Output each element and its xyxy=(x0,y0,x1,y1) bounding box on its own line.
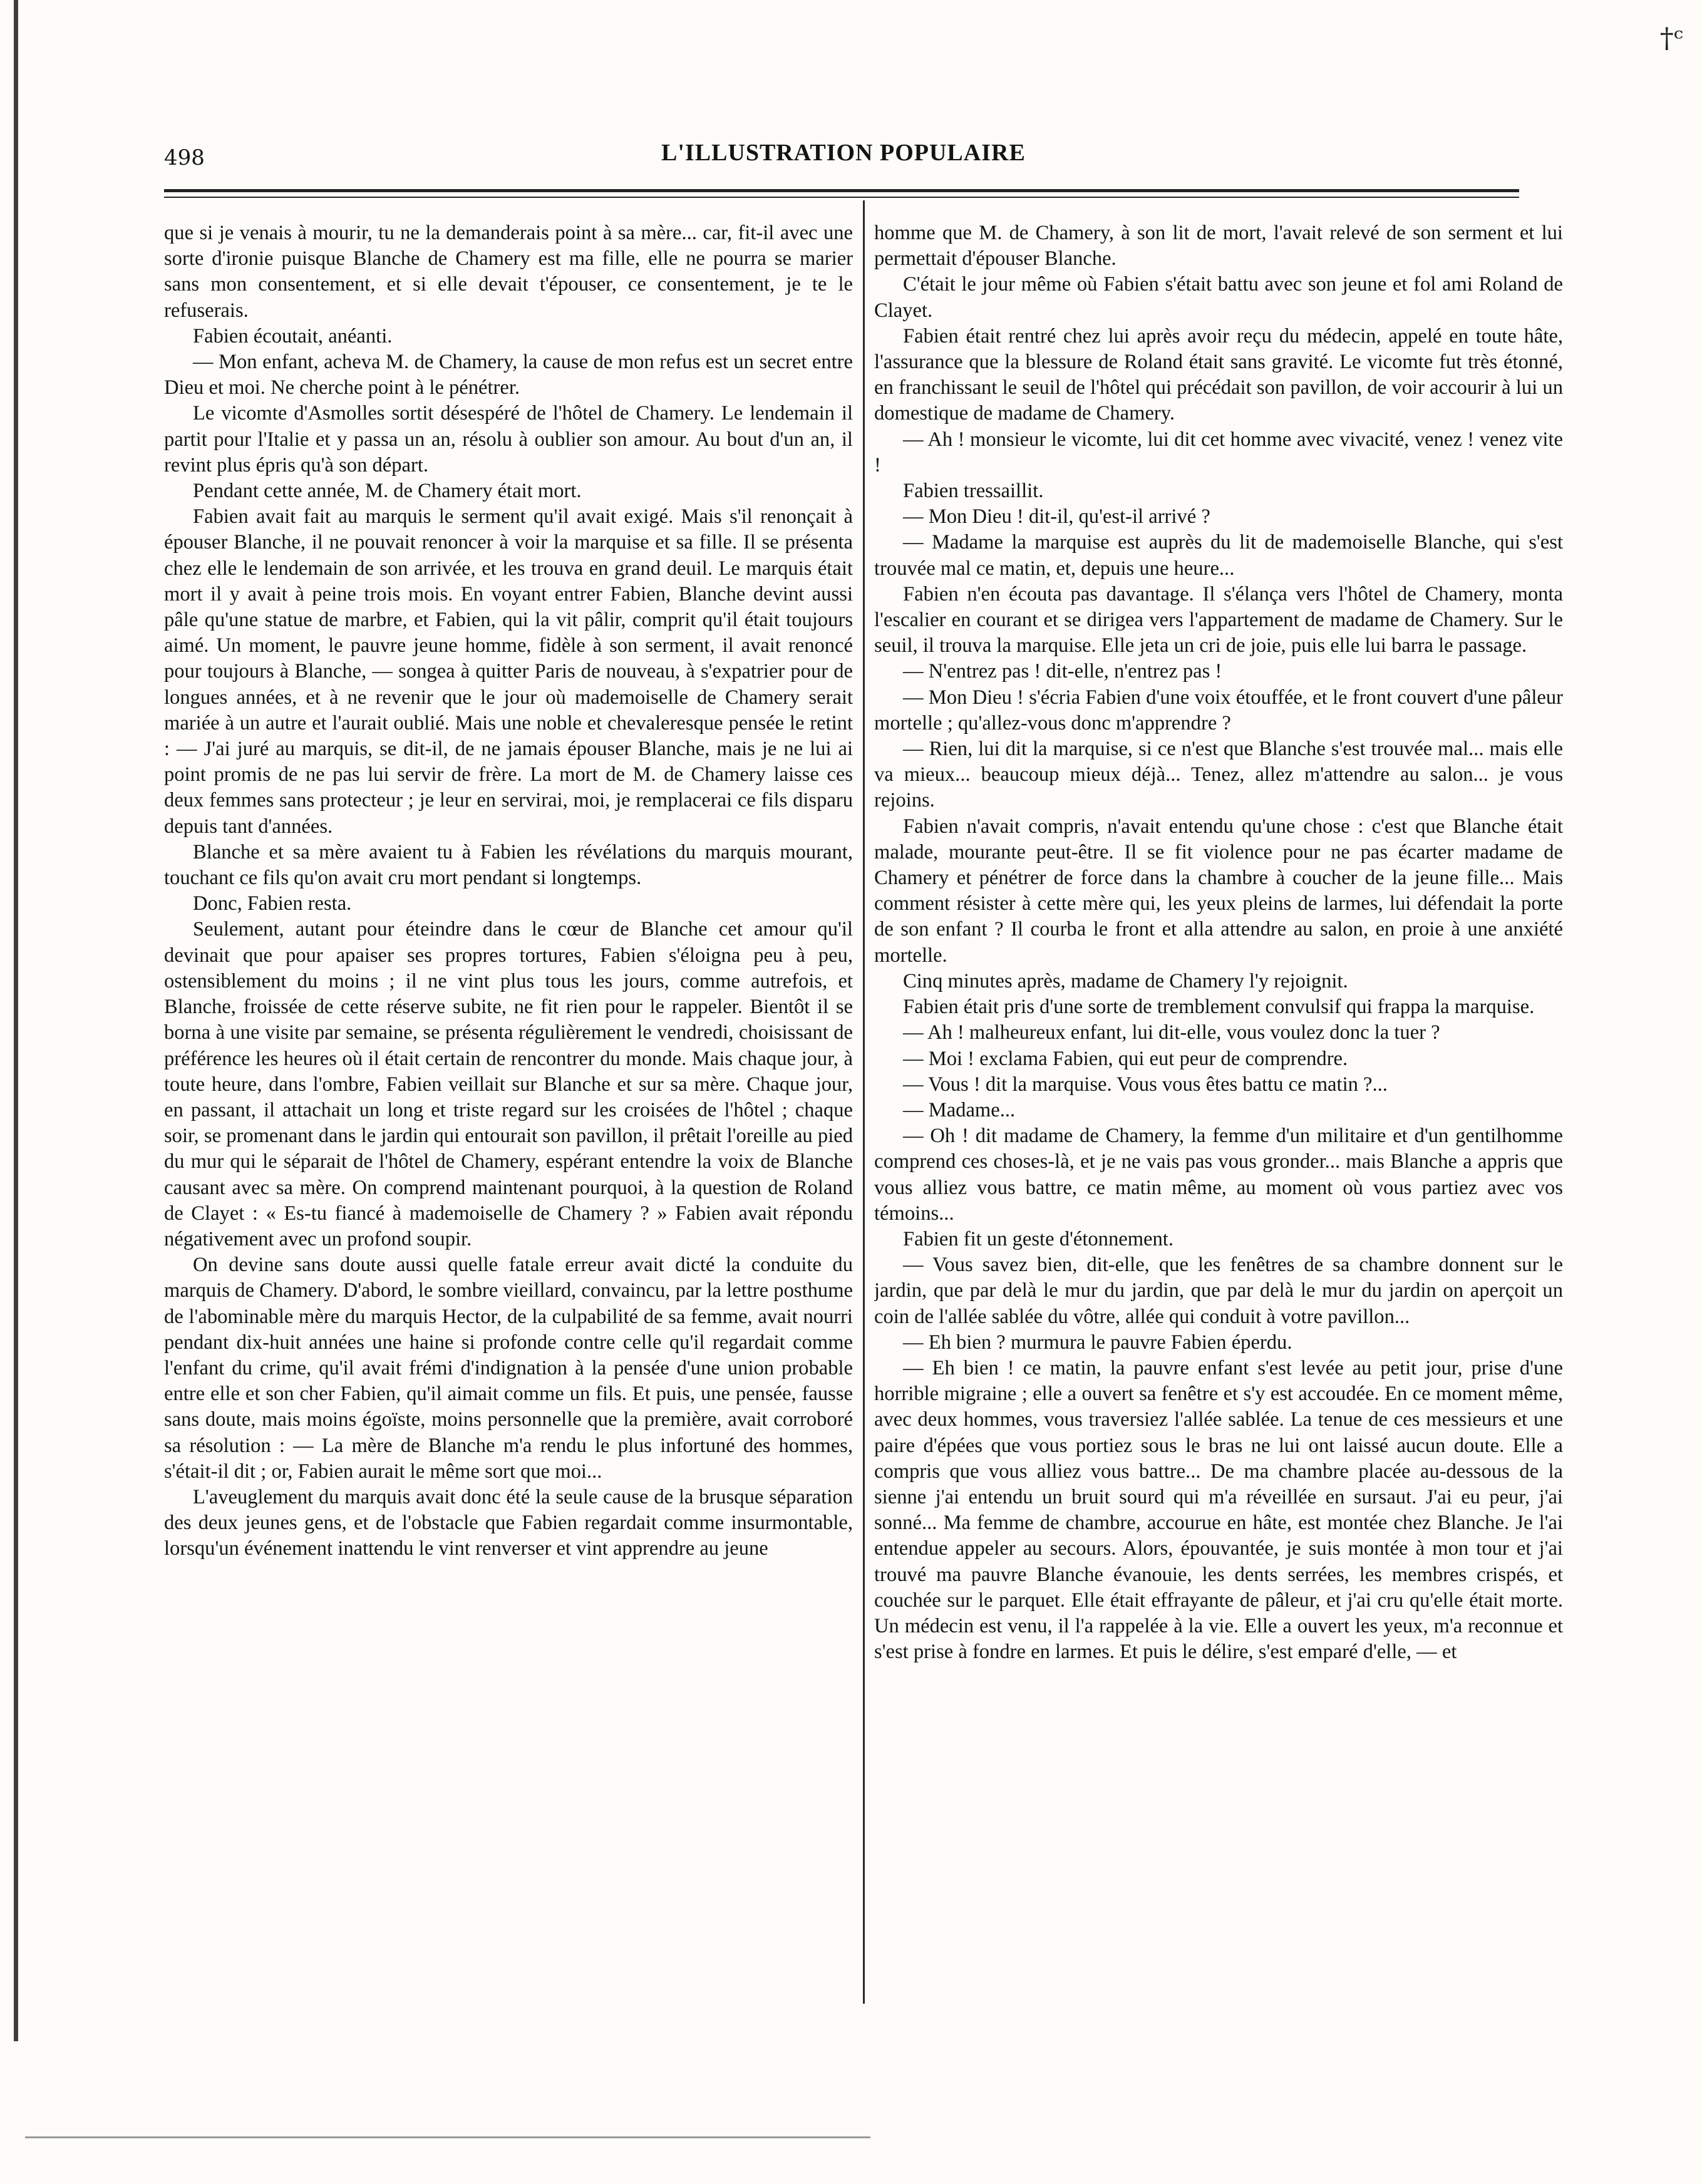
page-number: 498 xyxy=(164,145,205,170)
paragraph: — Mon Dieu ! dit-il, qu'est-il arrivé ? xyxy=(903,505,1210,528)
header-rule-thin xyxy=(164,197,1519,198)
paragraph: — Vous ! dit la marquise. Vous vous êtes battu ce matin ?... xyxy=(903,1073,1388,1096)
paragraph: Fabien fit un geste d'étonnement. xyxy=(903,1227,1173,1250)
paragraph: — N'entrez pas ! dit-elle, n'entrez pas ! xyxy=(903,660,1222,683)
paragraph: On devine sans doute aussi quelle fatale erreur avait dicté la conduite du marquis de Chamery. D'abord, le sombre vieillard, convaincu, par la lettre posthume de l'abominable mère du marquis Hector, de la culpabilité de sa femme, avait nourri pendant dix-huit années une haine si profonde contre celle qu'il regardait comme l'enfant du crime, qu'il avait frémi d'indignation à la pensée d'une union probable entre elle et son cher Fabien, qu'il aimait comme un fils. Et puis, une pensée, fausse sans doute, mais moins égoïste, moins personnelle que la première, avait corroboré sa résolution : — La mère de Blanche m'a rendu le plus infortuné des hommes, s'était-il dit ; or, Fabien aurait le même sort que moi... xyxy=(164,1254,853,1483)
paragraph: C'était le jour même où Fabien s'était battu avec son jeune et fol ami Roland de Clayet. xyxy=(874,273,1563,322)
paragraph: Fabien n'en écouta pas davantage. Il s'élança vers l'hôtel de Chamery, monta l'escalier en courant et se dirigea vers l'appartement de madame de Chamery. Sur le seuil, il trouva la marquise. Elle jeta un cri de joie, puis elle lui barra le passage. xyxy=(874,582,1563,657)
paragraph: Pendant cette année, M. de Chamery était mort. xyxy=(193,480,582,503)
paragraph: Fabien tressaillit. xyxy=(903,480,1044,503)
paragraph: Cinq minutes après, madame de Chamery l'y rejoignit. xyxy=(903,969,1348,992)
journal-title: L'ILLUSTRATION POPULAIRE xyxy=(661,140,1026,166)
corner-mark: †ᶜ xyxy=(1659,23,1683,54)
column-divider xyxy=(863,200,865,2004)
paragraph: Fabien était rentré chez lui après avoir reçu du médecin, appelé en toute hâte, l'assurance que la blessure de Roland était sans gravité. Le vicomte fut très étonné, en franchissant le seuil de l'hôtel qui précédait son pavillon, de voir accourir à lui un domestique de madame de Chamery. xyxy=(874,324,1563,425)
paragraph: Fabien avait fait au marquis le serment qu'il avait exigé. Mais s'il renonçait à épouser Blanche, il ne pouvait renoncer à voir la marquise et sa fille. Il se présenta chez elle le lendemain de son arrivée, et les trouva en grand deuil. Le marquis était mort il y avait à peine trois mois. En voyant entrer Fabien, Blanche devint aussi pâle qu'une statue de marbre, et Fabien, qui la vit pâlir, comprit qu'il était toujours aimé. Un moment, le pauvre jeune homme, fidèle à son serment, il avait renoncé pour toujours à Blanche, — songea à quitter Paris de nouveau, à s'expatrier pour de longues années, et à ne revenir que le jour où mademoiselle de Chamery serait mariée à un autre et l'aurait oublié. Mais une noble et chevaleresque pensée le retint : — J'ai juré au marquis, se dit-il, de ne jamais épouser Blanche, mais je ne lui ai point promis de ne pas lui servir de frère. La mort de M. de Chamery laisse ces deux femmes sans protecteur ; je leur en servirai, moi, je remplacerai ce fils disparu depuis tant d'années. xyxy=(164,505,853,838)
paragraph: — Vous savez bien, dit-elle, que les fenêtres de sa chambre donnent sur le jardin, que par delà le mur du jardin, que par delà le mur du jardin on aperçoit un coin de l'allée sablée du vôtre, allée qui conduit à votre pavillon... xyxy=(874,1254,1563,1328)
paragraph: — Madame... xyxy=(903,1098,1016,1121)
paragraph: Blanche et sa mère avaient tu à Fabien les révélations du marquis mourant, touchant ce fils qu'on avait cru mort pendant si longtemps. xyxy=(164,840,853,890)
paragraph: — Oh ! dit madame de Chamery, la femme d'un militaire et d'un gentilhomme comprend ces choses-là, et je ne vais pas vous gronder... mais Blanche a appris que vous alliez vous battre, ce matin même, au moment où vous partiez avec vos témoins... xyxy=(874,1125,1563,1225)
paragraph: — Eh bien ? murmura le pauvre Fabien éperdu. xyxy=(903,1331,1292,1354)
left-column xyxy=(164,220,853,2011)
paragraph: — Madame la marquise est auprès du lit de mademoiselle Blanche, qui s'est trouvée mal ce matin, et, depuis une heure... xyxy=(874,531,1563,580)
paragraph: — Moi ! exclama Fabien, qui eut peur de comprendre. xyxy=(903,1047,1348,1070)
paragraph: Seulement, autant pour éteindre dans le cœur de Blanche cet amour qu'il devinait que pour apaiser ses propres tortures, Fabien s'éloigna peu à peu, ostensiblement du moins ; il ne vint plus tous les jours, comme autrefois, et Blanche, froissée de cette réserve subite, ne fit rien pour le rappeler. Bientôt il se borna à une visite par semaine, se présenta régulièrement le vendredi, choisissant de préférence les heures où il était certain de rencontrer du monde. Mais chaque jour, à toute heure, dans l'ombre, Fabien veillait sur Blanche et sur sa mère. Chaque jour, en passant, il attachait un long et triste regard sur les croisées de l'hôtel ; chaque soir, se promenant dans le jardin qui entourait son pavillon, il prêtait l'oreille au pied du mur qui le séparait de l'hôtel de Chamery, espérant entendre la voix de Blanche causant avec sa mère. On comprend maintenant pourquoi, à la question de Roland de Clayet : « Es-tu fiancé à mademoiselle de Chamery ? » Fabien avait répondu négativement avec un profond soupir. xyxy=(164,918,853,1250)
paragraph: Fabien écoutait, anéanti. xyxy=(193,324,393,348)
paragraph: L'aveuglement du marquis avait donc été la seule cause de la brusque séparation des deux jeunes gens, et de l'obstacle que Fabien regardait comme insurmontable, lorsqu'un événement inattendu le vint renverser et vint apprendre au jeune xyxy=(164,1485,853,1560)
paragraph: Fabien n'avait compris, n'avait entendu qu'une chose : c'est que Blanche était malade, mourante peut-être. Il se fit violence pour ne pas écarter madame de Chamery et pénétrer de force dans la chambre à coucher de la jeune fille... Mais comment résister à cette mère qui, les yeux pleins de larmes, lui défendait la porte de son enfant ? Il courba le front et alla attendre au salon, en proie à une anxiété mortelle. xyxy=(874,815,1563,967)
header-rule xyxy=(164,189,1519,192)
paragraph: Fabien était pris d'une sorte de tremblement convulsif qui frappa la marquise. xyxy=(903,996,1535,1019)
paragraph: — Mon Dieu ! s'écria Fabien d'une voix étouffée, et le front couvert d'une pâleur mortelle ; qu'allez-vous donc m'apprendre ? xyxy=(874,686,1563,734)
paragraph: Donc, Fabien resta. xyxy=(193,892,352,915)
paragraph: — Mon enfant, acheva M. de Chamery, la cause de mon refus est un secret entre Dieu et moi. Ne cherche point à le pénétrer. xyxy=(164,351,853,399)
scan-artifact-bottom xyxy=(25,2136,870,2138)
page-edge-shadow xyxy=(14,0,18,2041)
right-column xyxy=(874,220,1563,2011)
paragraph: — Eh bien ! ce matin, la pauvre enfant s'est levée au petit jour, prise d'une horrible migraine ; elle a ouvert sa fenêtre et s'y est accoudée. En ce moment même, avec deux hommes, vous traversiez l'allée sablée. La tenue de ces messieurs et une paire d'épées que vous portiez sous le bras ne lui ont laissé aucun doute. Elle a compris que vous alliez vous battre... De ma chambre placée au-dessous de la sienne j'ai entendu un bruit sourd qui m'a réveillée en sursaut. J'ai eu peur, j'ai sonné... Ma femme de chambre, accourue en hâte, est montée chez Blanche. Je l'ai entendue appeler au secours. Alors, épouvantée, je suis montée à mon tour et j'ai trouvé ma pauvre Blanche évanouie, les dents serrées, les membres crispés, et couchée sur le parquet. Elle était effrayante de pâleur, et j'ai cru qu'elle était morte. Un médecin est venu, il l'a rappelée à la vie. Elle a ouvert les yeux, m'a reconnue et s'est prise à fondre en larmes. Et puis le délire, s'est emparé d'elle, — et xyxy=(874,1356,1563,1664)
paragraph: — Rien, lui dit la marquise, si ce n'est que Blanche s'est trouvée mal... mais elle va mieux... beaucoup mieux déjà... Tenez, allez m'attendre au salon... je vous rejoins. xyxy=(874,738,1563,812)
paragraph: — Ah ! monsieur le vicomte, lui dit cet homme avec vivacité, venez ! venez vite ! xyxy=(874,428,1563,476)
paragraph: homme que M. de Chamery, à son lit de mort, l'avait relevé de son serment et lui permettait d'épouser Blanche. xyxy=(874,222,1563,270)
paragraph: Le vicomte d'Asmolles sortit désespéré de l'hôtel de Chamery. Le lendemain il partit pour l'Italie et y passa un an, résolu à oublier son amour. Au bout d'un an, il revint plus épris qu'à son départ. xyxy=(164,402,853,476)
paragraph: que si je venais à mourir, tu ne la demanderais point à sa mère... car, fit-il avec une sorte d'ironie puisque Blanche de Chamery est ma fille, elle ne pourra se marier sans mon consentement, et si elle devait t'épouser, ce consentement, je te le refuserais. xyxy=(164,222,853,322)
paragraph: — Ah ! malheureux enfant, lui dit-elle, vous voulez donc la tuer ? xyxy=(903,1021,1440,1044)
